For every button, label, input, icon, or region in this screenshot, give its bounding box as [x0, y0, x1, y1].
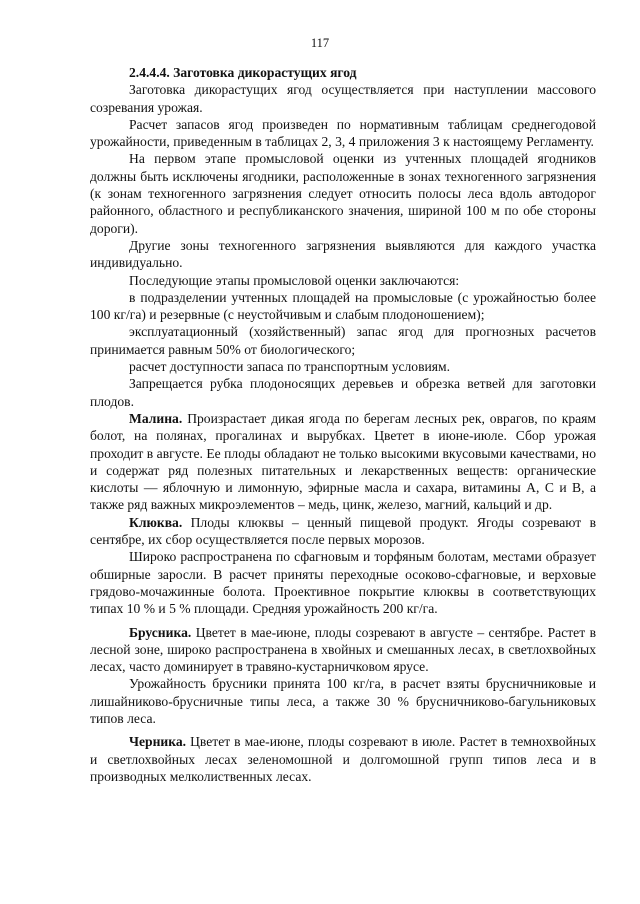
paragraph	[90, 81, 596, 116]
list-item	[90, 358, 596, 375]
paragraph-text: На первом этапе промысловой оценки из учтенных площадей ягодников должны быть исключены ягодники, расположенные в зонах техногенного загрязнения (к зонам техногенного загрязнения следует относить полосы леса вдоль автодорог районного, областного и республиканского значения, шириной 100 м по обе стороны дороги).	[90, 151, 596, 236]
berry-paragraph-raspberry	[90, 410, 596, 514]
list-item	[90, 323, 596, 358]
paragraph-text: Расчет запасов ягод произведен по нормативным таблицам среднегодовой урожайности, приведенным в таблицах 2, 3, 4 приложения 3 к настоящему Регламенту.	[90, 116, 596, 150]
paragraph-text: расчет доступности запаса по транспортным условиям.	[129, 359, 451, 375]
paragraph-text: Произрастает дикая ягода по берегам лесных рек, оврагов, по краям болот, на полянах, прогалинах и вырубках. Цветет в июне-июле. Сбор урожая проходит в августе. Ее плоды обладают не только высокими вкусовыми качествами, но и содержат ряд полезных питательных и лекарственных веществ: органические кислоты — яблочную и лимонную, эфирные масла и сахара, витамины А, С и В, а также ряд важных микроэлементов – медь, цинк, железо, магний, кальций и др.	[90, 410, 596, 513]
berry-name: Малина.	[129, 410, 183, 426]
paragraph	[90, 375, 596, 410]
berry-name: Клюква.	[129, 514, 183, 530]
berry-paragraph-lingonberry	[90, 624, 596, 676]
paragraph-text: Цветет в мае-июне, плоды созревают в августе – сентябре. Растет в лесной зоне, широко распространена в хвойных и смешанных лесах, в светлохвойных лесах, часто доминирует в травяно-кустарничковом ярусе.	[90, 624, 596, 675]
list-item	[90, 289, 596, 324]
page-number: 117	[310, 36, 330, 50]
paragraph	[90, 150, 596, 236]
paragraph-text: в подразделении учтенных площадей на промысловые (с урожайностью более 100 кг/га) и резервные (с неустойчивым и слабым плодоношением);	[90, 289, 596, 323]
paragraph-text: эксплуатационный (хозяйственный) запас ягод для прогнозных расчетов принимается равным 50% от биологического;	[90, 324, 596, 357]
berry-name: Черника.	[129, 734, 187, 750]
paragraph	[90, 548, 596, 617]
page-body	[90, 64, 596, 785]
paragraph-text: Запрещается рубка плодоносящих деревьев и обрезка ветвей для заготовки плодов.	[90, 376, 596, 409]
paragraph	[90, 237, 596, 272]
paragraph-text: Последующие этапы промысловой оценки заключаются:	[129, 272, 460, 288]
section-heading: 2.4.4.4. Заготовка дикорастущих ягод	[129, 65, 357, 80]
paragraph-text: Широко распространена по сфагновым и торфяным болотам, местами образует обширные заросли. В расчет приняты переходные осоково-сфагновые, и верховые грядово-мочажинные болота. Проективное покрытие клюквы в соответствующих типах 10 % и 5 % площади. Средняя урожайность 200 кг/га.	[90, 549, 596, 617]
paragraph	[90, 116, 596, 151]
paragraph-text: Плоды клюквы – ценный пищевой продукт. Ягоды созревают в сентябре, их сбор осуществляется после первых морозов.	[90, 514, 596, 548]
berry-paragraph-blueberry	[90, 733, 596, 785]
paragraph-text: Цветет в мае-июне, плоды созревают в июле. Растет в темнохвойных и светлохвойных лесах зеленомошной и долгомошной групп типов леса и в производных мелколиственных лесах.	[90, 734, 596, 784]
paragraph-text: Другие зоны техногенного загрязнения выявляются для каждого участка индивидуально.	[90, 237, 596, 271]
berry-paragraph-cranberry	[90, 514, 596, 549]
paragraph-text: Урожайность брусники принята 100 кг/га, в расчет взяты брусничниковые и лишайниково-брусничные типы леса, а также 30 % брусничниково-багульниковых типов леса.	[90, 676, 596, 726]
berry-name: Брусника.	[129, 624, 192, 640]
paragraph-text: Заготовка дикорастущих ягод осуществляется при наступлении массового созревания урожая.	[90, 82, 596, 115]
paragraph	[90, 272, 596, 289]
paragraph	[90, 675, 596, 727]
